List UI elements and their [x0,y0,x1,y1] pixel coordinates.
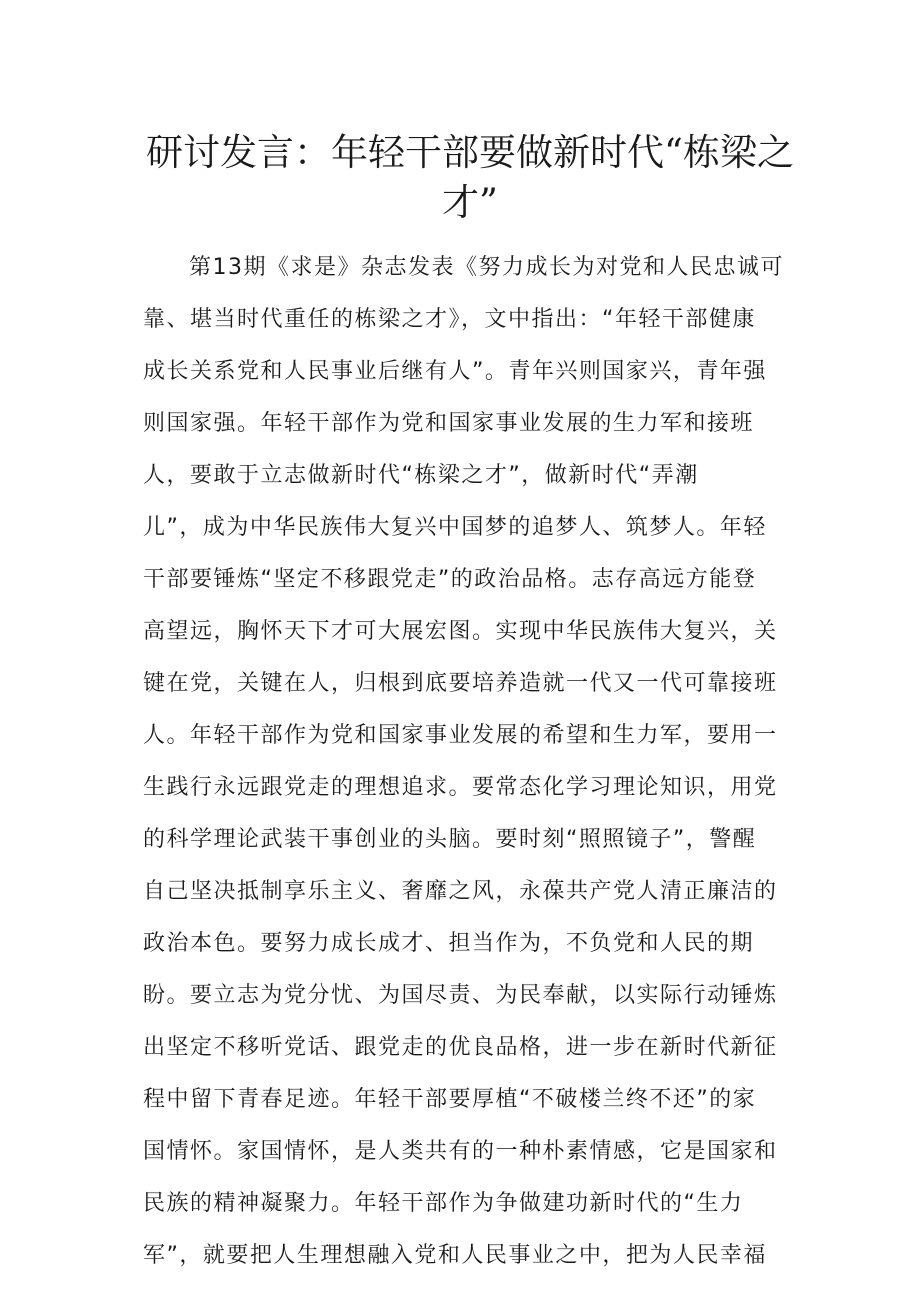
title-line: 才” [442,181,498,224]
body-line: 第13期《求是》杂志发表《努力成长为对党和人民忠诚可 [189,255,784,280]
body-line: 人。年轻干部作为党和国家事业发展的希望和生力军，要用一 [143,723,778,748]
body-line: 干部要锤炼“坚定不移跟党走”的政治品格。志存高远方能登 [143,567,757,592]
body-line: 高望远，胸怀天下才可大展宏图。实现中华民族伟大复兴，关 [143,619,778,644]
body-line: 军”，就要把人生理想融入党和人民事业之中，把为人民幸福 [143,1243,767,1268]
body-line: 生践行永远跟党走的理想追求。要常态化学习理论知识，用党 [143,775,778,800]
body-line: 则国家强。年轻干部作为党和国家事业发展的生力军和接班 [143,411,755,436]
body-line: 盼。要立志为党分忧、为国尽责、为民奉献，以实际行动锤炼 [143,983,778,1008]
body-line: 国情怀。家国情怀，是人类共有的一种朴素情感，它是国家和 [143,1139,778,1164]
body-line: 政治本色。要努力成长成才、担当作为，不负党和人民的期 [143,931,755,956]
document-body [143,242,783,1282]
body-line: 人，要敢于立志做新时代“栋梁之才”，做新时代“弄潮 [143,463,699,488]
body-line: 成长关系党和人民事业后继有人”。青年兴则国家兴，青年强 [143,359,767,384]
body-line: 的科学理论武装干事创业的头脑。要时刻“照照镜子”，警醒 [143,827,757,852]
body-line: 儿”，成为中华民族伟大复兴中国梦的追梦人、筑梦人。年轻 [143,515,767,540]
body-line: 出坚定不移听党话、跟党走的优良品格，进一步在新时代新征 [143,1035,778,1060]
body-line: 键在党，关键在人，归根到底要培养造就一代又一代可靠接班 [143,671,778,696]
title-line: 研讨发言：年轻干部要做新时代“栋梁之 [146,131,794,174]
body-line: 自己坚决抵制享乐主义、奢靡之风，永葆共产党人清正廉洁的 [143,879,778,904]
document-title [140,128,800,228]
body-line: 靠、堪当时代重任的栋梁之才》，文中指出：“年轻干部健康 [143,307,756,332]
body-line: 程中留下青春足迹。年轻干部要厚植“不破楼兰终不还”的家 [143,1087,757,1112]
body-line: 民族的精神凝聚力。年轻干部作为争做建功新时代的“生力 [143,1191,744,1216]
